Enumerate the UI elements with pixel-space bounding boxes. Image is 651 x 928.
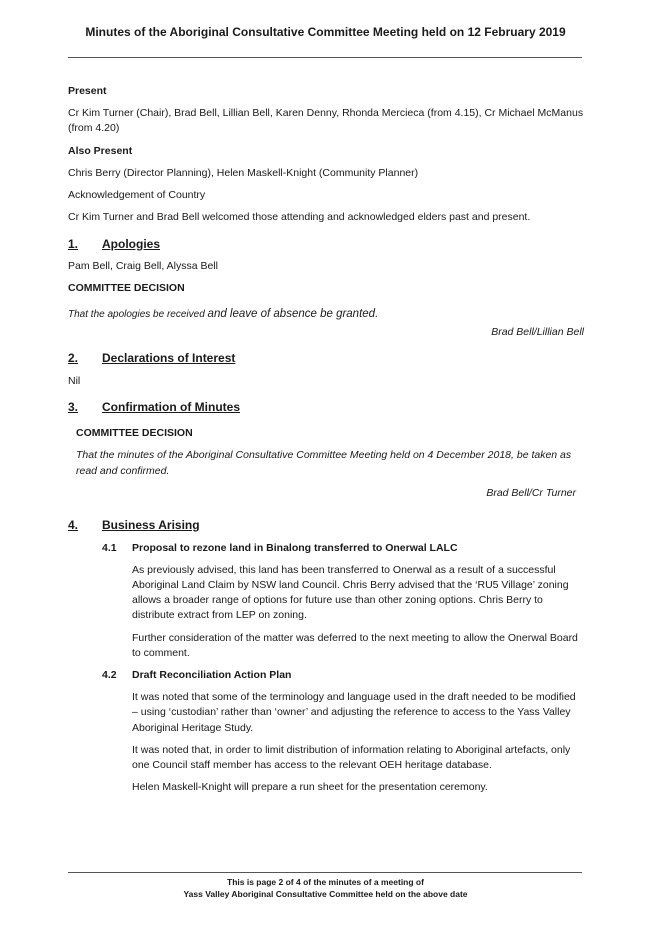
- acknowledgement-title: Acknowledgement of Country: [68, 189, 206, 202]
- item-paragraph: As previously advised, this land has been transferred to Onerwal as a result of a successful Aboriginal Land Claim by NSW land Council. Chris Berry advised that the ‘RU5 Village’ zoning allows a broader range of options for future use than other zoning options. Chris Berry to distribute extract from LEP on zoning.: [132, 563, 569, 622]
- present-heading: Present: [68, 85, 107, 97]
- section-business-arising-heading: [68, 517, 584, 534]
- item-4-1-heading: [68, 541, 584, 556]
- decision-heading: COMMITTEE DECISION: [68, 282, 185, 295]
- decision-heading: COMMITTEE DECISION: [76, 427, 193, 440]
- item-paragraph: Further consideration of the matter was deferred to the next meeting to allow the Onerwal Board to comment.: [132, 631, 578, 659]
- header-rule: [68, 57, 582, 58]
- page-footer: [0, 876, 651, 901]
- section-declarations-heading: [68, 350, 584, 367]
- item-4-2-body: [132, 690, 584, 795]
- item-paragraph: Helen Maskell-Knight will prepare a run sheet for the presentation ceremony.: [132, 781, 488, 794]
- section-title: Declarations of Interest: [102, 351, 236, 366]
- confirmation-block: [76, 426, 584, 501]
- section-title: Apologies: [102, 236, 161, 251]
- also-present-heading: Also Present: [68, 144, 133, 157]
- footer-rule: [68, 872, 582, 873]
- section-number: 1.: [68, 236, 79, 251]
- decision-text: That the minutes of the Aboriginal Consultative Committee Meeting held on 4 December 2018, be taken as read and confirmed.: [76, 449, 572, 477]
- declarations-text: Nil: [68, 374, 81, 387]
- page-header-title: Minutes of the Aboriginal Consultative Committee Meeting held on 12 February 2019: [85, 25, 566, 39]
- decision-text-part-a: That the apologies be received: [68, 309, 208, 321]
- minutes-body: [68, 84, 584, 803]
- section-title: Confirmation of Minutes: [102, 399, 240, 414]
- item-number: 4.2: [102, 669, 117, 682]
- decision-text-part-b: and leave of absence be granted.: [207, 308, 379, 321]
- present-text: Cr Kim Turner (Chair), Brad Bell, Lillian Bell, Karen Denny, Rhonda Mercieca (from 4.15), Cr Michael McManus (from 4.20): [68, 107, 584, 135]
- item-paragraph: It was noted that some of the terminology and language used in the draft needed to be modified – using ‘custodian’ rather than ‘owner’ and adjusting the reference to access to the Yass Valley Aboriginal Heritage Study.: [132, 691, 576, 734]
- footer-line-1: This is page 2 of 4 of the minutes of a meeting of: [227, 877, 424, 887]
- section-title: Business Arising: [102, 518, 200, 533]
- section-confirmation-heading: [68, 399, 584, 416]
- item-title: Proposal to rezone land in Binalong transferred to Onerwal LALC: [132, 541, 458, 554]
- item-4-2-heading: [68, 668, 584, 683]
- acknowledgement-text: Cr Kim Turner and Brad Bell welcomed those attending and acknowledged elders past and present.: [68, 211, 531, 224]
- decision-text: [68, 306, 584, 323]
- footer-line-2: Yass Valley Aboriginal Consultative Committee held on the above date: [183, 889, 468, 900]
- mover-seconder: Brad Bell/Cr Turner: [486, 486, 576, 499]
- item-number: 4.1: [102, 541, 117, 554]
- item-paragraph: It was noted that, in order to limit distribution of information relating to Aboriginal artefacts, only one Council staff member has access to the relevant OEH heritage database.: [132, 743, 571, 772]
- also-present-text: Chris Berry (Director Planning), Helen Maskell-Knight (Community Planner): [68, 166, 419, 179]
- item-4-1-body: [132, 563, 584, 661]
- section-number: 3.: [68, 399, 79, 414]
- section-apologies-heading: [68, 236, 584, 253]
- section-number: 4.: [68, 518, 79, 533]
- mover-seconder: Brad Bell/Lillian Bell: [491, 326, 584, 339]
- section-number: 2.: [68, 351, 79, 366]
- apologies-text: Pam Bell, Craig Bell, Alyssa Bell: [68, 259, 218, 272]
- item-title: Draft Reconciliation Action Plan: [132, 669, 292, 682]
